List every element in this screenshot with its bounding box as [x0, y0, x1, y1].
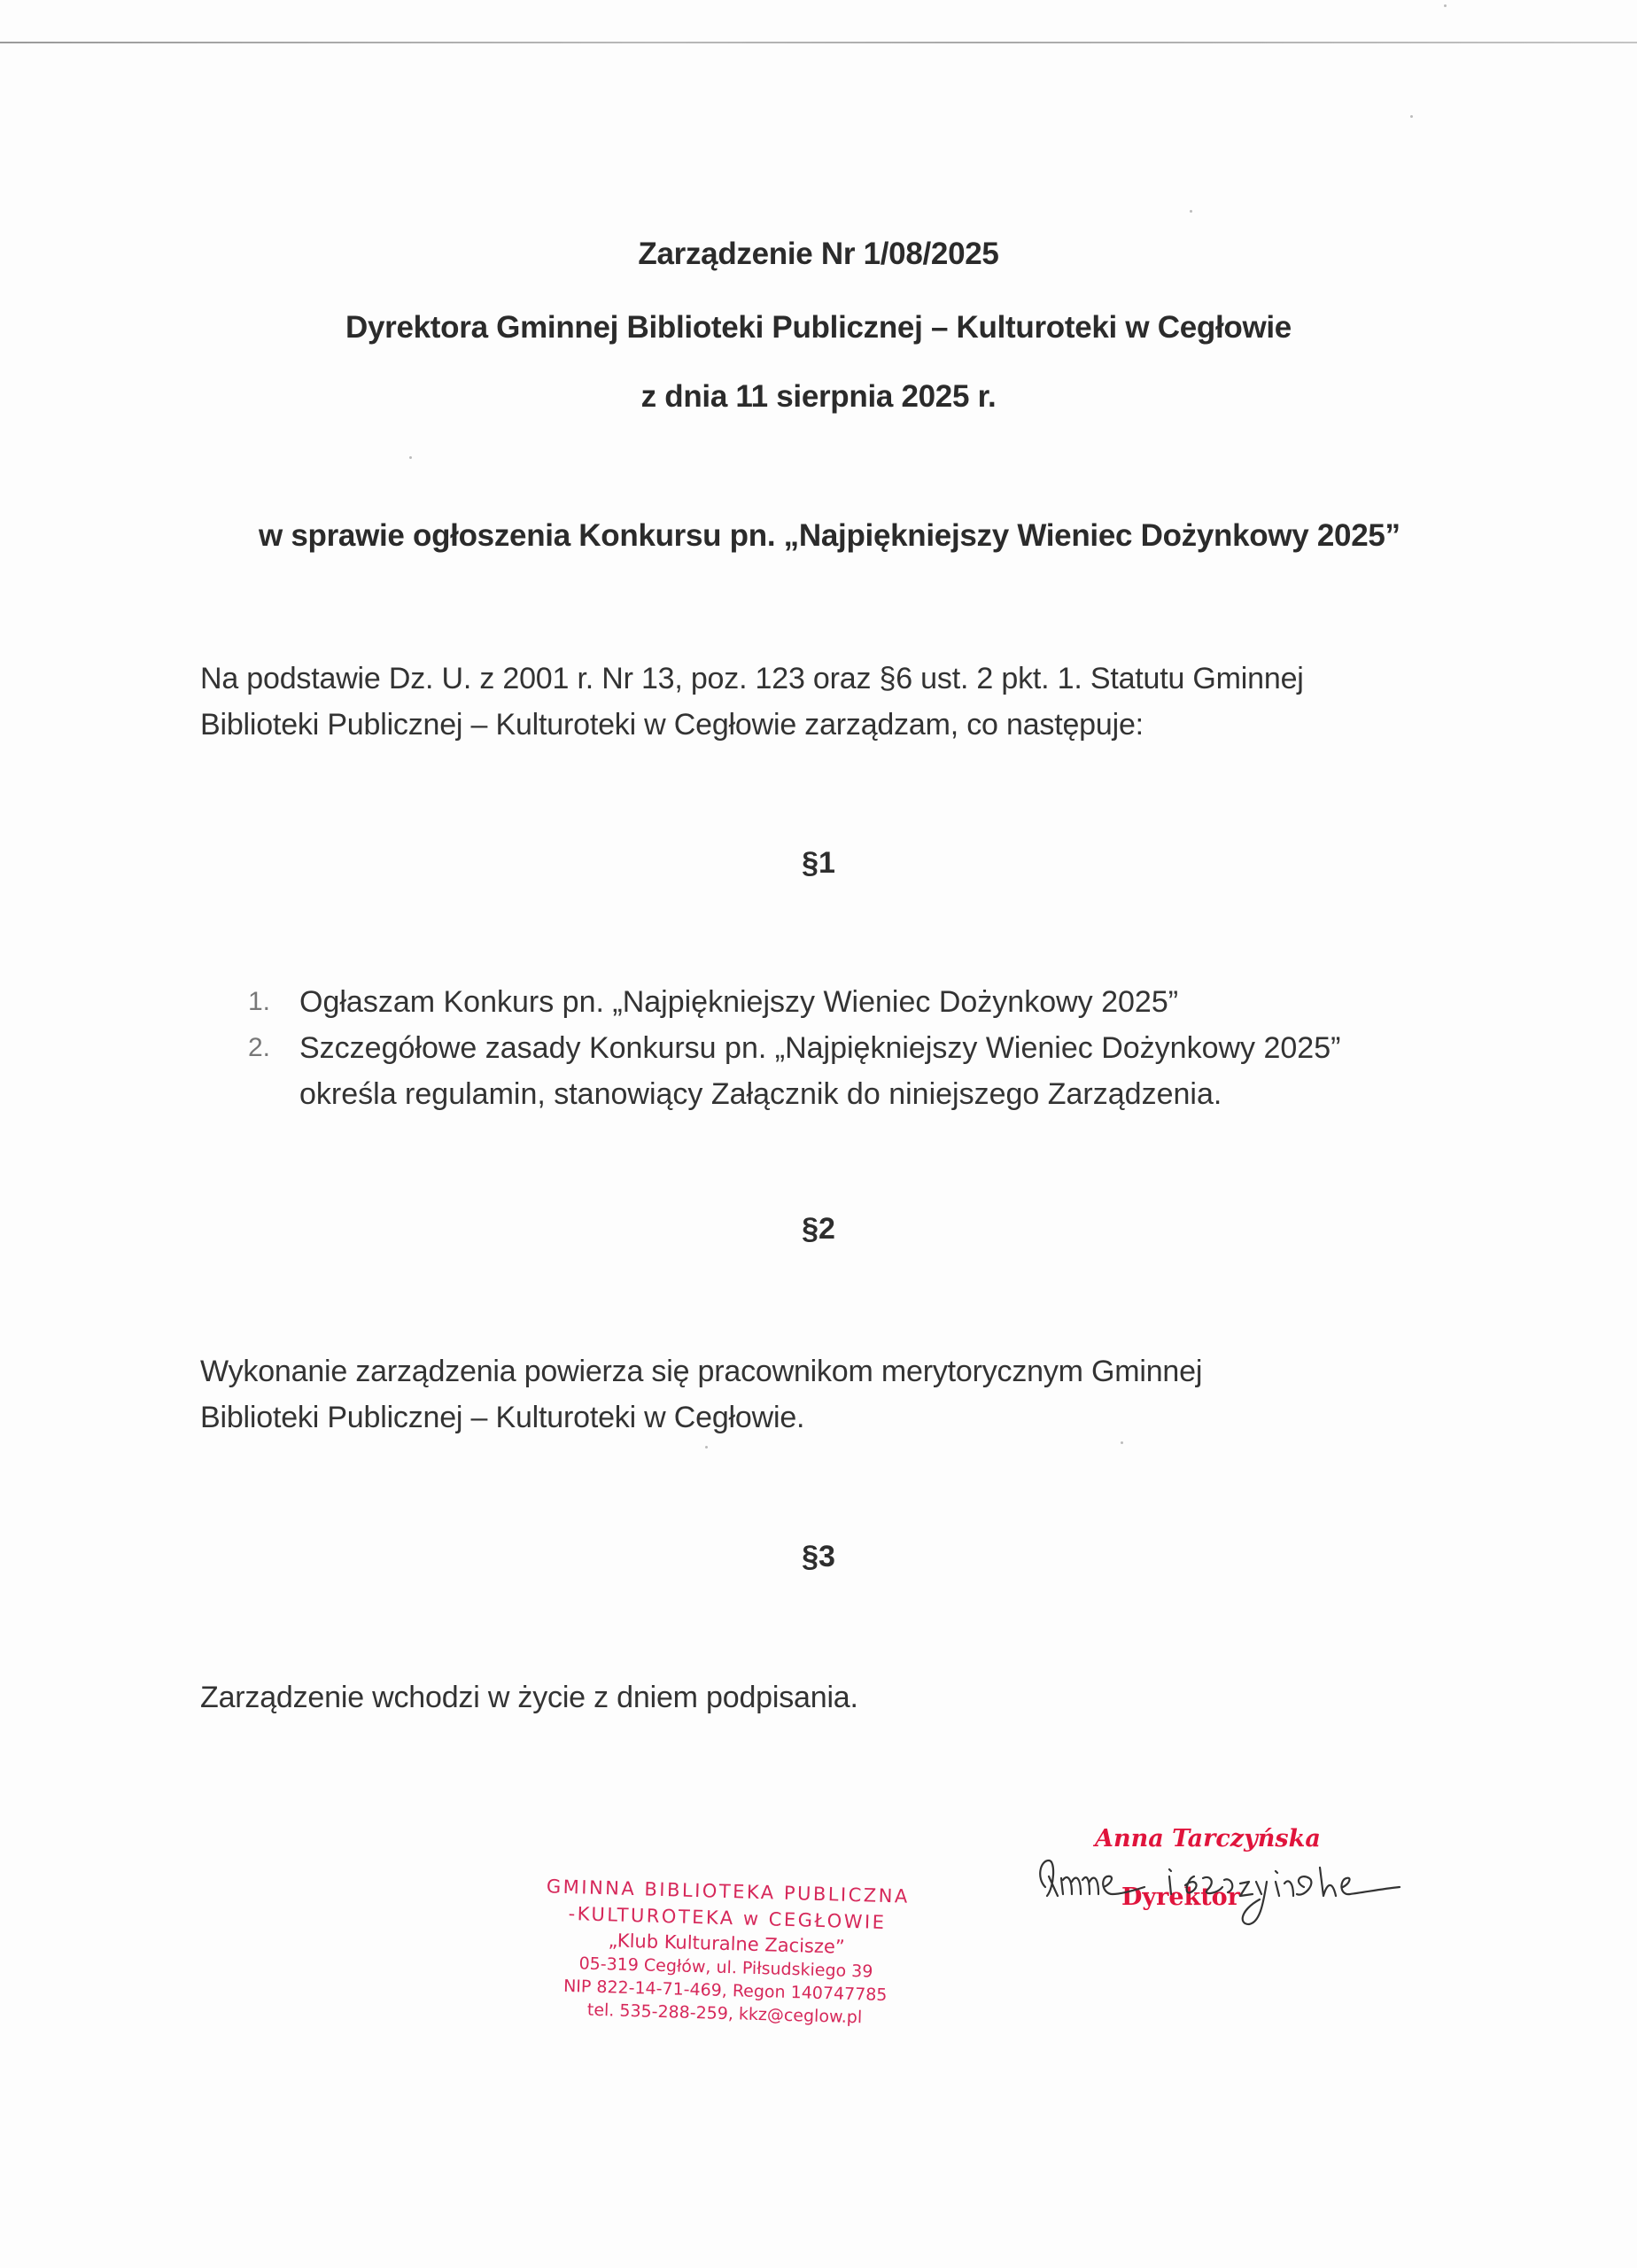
section-heading-2: §2 [802, 1212, 835, 1246]
paragraph-line: Biblioteki Publicznej – Kulturoteki w Cegłowie. [200, 1401, 805, 1434]
scan-speck [1410, 115, 1413, 118]
list-text: Ogłaszam Konkurs pn. „Najpiękniejszy Wieniec Dożynkowy 2025” [299, 985, 1179, 1019]
stamp-line: -KULTUROTEKA w CEGŁOWIE [568, 1903, 887, 1934]
section-2-text [200, 1348, 1202, 1441]
scan-speck [1444, 4, 1447, 7]
paragraph-line: Wykonanie zarządzenia powierza się pracownikom merytorycznym Gminnej [200, 1355, 1203, 1388]
scan-speck [705, 1446, 708, 1449]
preamble [200, 656, 1304, 748]
signature-block [1028, 1825, 1488, 1967]
stamp-line: GMINNA BIBLIOTEKA PUBLICZNA [546, 1876, 911, 1907]
paragraph-line: Zarządzenie wchodzi w życie z dniem podpisania. [200, 1681, 858, 1714]
preamble-line: Na podstawie Dz. U. z 2001 r. Nr 13, poz. 123 oraz §6 ust. 2 pkt. 1. Statutu Gminnej [200, 662, 1304, 695]
section-1-list [248, 979, 1340, 1117]
stamp-line: „Klub Kulturalne Zacisze” [608, 1930, 846, 1958]
list-text: Szczegółowe zasady Konkursu pn. „Najpiękniejszy Wieniec Dożynkowy 2025” [299, 1031, 1341, 1065]
list-item [248, 1025, 1340, 1117]
scan-edge-line [0, 42, 1637, 43]
stamp-line: tel. 535-288-259, kkz@ceglow.pl [586, 2000, 863, 2028]
stamp-line: 05-319 Cegłów, ul. Piłsudskiego 39 [578, 1953, 873, 1982]
signatory-role-stamp: Dyrektor [1121, 1884, 1240, 1911]
institution-stamp [521, 1873, 932, 2031]
scan-speck [409, 456, 412, 459]
section-heading-1: §1 [802, 846, 835, 880]
list-item [248, 979, 1340, 1025]
list-text: określa regulamin, stanowiący Załącznik do niniejszego Zarządzenia. [299, 1077, 1222, 1111]
list-number: 1. [248, 987, 271, 1016]
section-heading-3: §3 [802, 1540, 835, 1573]
document-subject: w sprawie ogłoszenia Konkursu pn. „Najpiękniejszy Wieniec Dożynkowy 2025” [259, 518, 1400, 553]
document-issuer: Dyrektora Gminnej Biblioteki Publicznej – Kulturoteki w Cegłowie [345, 310, 1292, 345]
document-date: z dnia 11 sierpnia 2025 r. [640, 379, 997, 414]
signatory-name-stamp: Anna Tarczyńska [1095, 1825, 1321, 1852]
scan-speck [1190, 210, 1192, 213]
list-number: 2. [248, 1033, 271, 1062]
preamble-line: Biblioteki Publicznej – Kulturoteki w Cegłowie zarządzam, co następuje: [200, 708, 1144, 742]
document-title: Zarządzenie Nr 1/08/2025 [638, 237, 999, 271]
handwritten-signature [1028, 1825, 1488, 1967]
stamp-line: NIP 822-14-71-469, Regon 140747785 [562, 1976, 888, 2006]
section-3-text [200, 1674, 858, 1720]
scan-speck [1121, 1441, 1123, 1444]
